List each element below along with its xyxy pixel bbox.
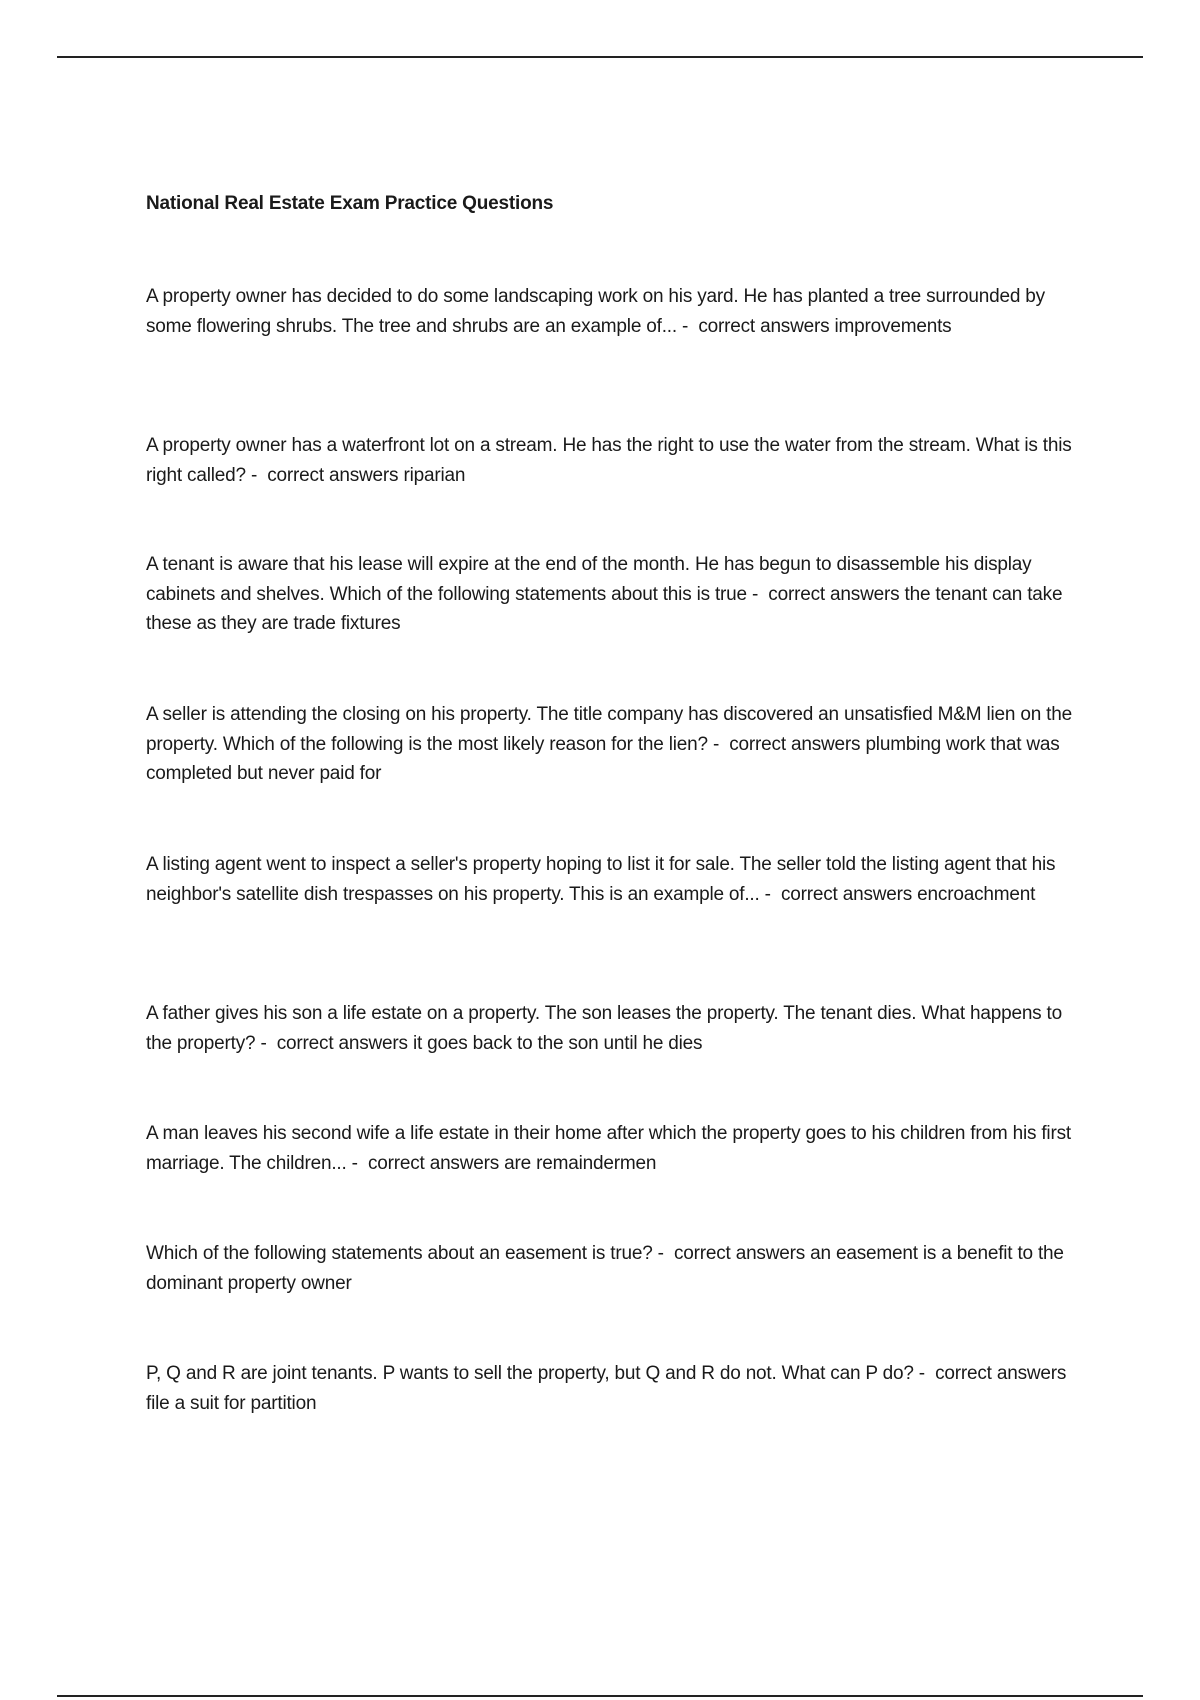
answer-prefix: correct answers: [768, 583, 900, 605]
answer-prefix: correct answers: [935, 1363, 1067, 1384]
question-text: P, Q and R are joint tenants. P wants to sell the property, but Q and R do not. What can P do?: [146, 1363, 914, 1384]
answer-text: improvements: [834, 315, 952, 337]
answer-prefix: correct answers: [780, 883, 913, 905]
qa-item-9: P, Q and R are joint tenants. P wants to sell the property, but Q and R do not. What can P do? - correct answers file a suit for partition: [146, 1363, 1067, 1414]
answer-prefix: correct answers: [673, 1243, 806, 1264]
question-text: A listing agent went to inspect a seller's property hoping to list it for sale. The seller told the listing agent that his neighbor's satellite dish trespasses on his property. This is an example of...: [146, 854, 1056, 905]
answer-text: encroachment: [917, 883, 1036, 905]
qa-item-2: A property owner has a waterfront lot on a stream. He has the right to use the water from the stream. What is this right called? - correct answers riparian: [146, 435, 1072, 486]
question-text: A seller is attending the closing on his property. The title company has discovered an unsatisfied M&M lien on the property. Which of the following is the most likely reason for the lien?: [146, 704, 1072, 755]
footer-rule: [57, 1695, 1143, 1697]
question-text: A property owner has a waterfront lot on a stream. He has the right to use the water from the stream. What is this right called?: [146, 435, 1072, 486]
qa-item-6: A father gives his son a life estate on a property. The son leases the property. The tenant dies. What happens to the property? - correct answers it goes back to the son until he dies: [146, 1003, 1063, 1054]
answer-text: an easement is a benefit to the dominant property owner: [146, 1243, 1064, 1294]
qa-item-5: A listing agent went to inspect a seller's property hoping to list it for sale. The seller told the listing agent that his neighbor's satellite dish trespasses on his property. This is an example of... - correct answers encroachment: [146, 854, 1056, 905]
qa-item-4: A seller is attending the closing on his property. The title company has discovered an unsatisfied M&M lien on the property. Which of the following is the most likely reason for the lien? - correct answers plumbing work that was completed but never paid for: [146, 704, 1072, 784]
answer-prefix: correct answers: [267, 464, 399, 486]
answer-text: it goes back to the son until he dies: [412, 1032, 703, 1054]
question-text: A tenant is aware that his lease will expire at the end of the month. He has begun to disassemble his display cabinets and shelves. Which of the following statements about this is true: [146, 554, 1032, 605]
answer-text: file a suit for partition: [146, 1392, 317, 1414]
answer-prefix: correct answers: [276, 1032, 408, 1054]
answer-prefix: correct answers: [729, 733, 861, 755]
answer-text: riparian: [403, 464, 466, 486]
qa-item-1: A property owner has decided to do some landscaping work on his yard. He has planted a tree surrounded by some flowering shrubs. The tree and shrubs are an example of... - correct answers improvements: [146, 286, 1045, 337]
question-text: Which of the following statements about an easement is true?: [146, 1243, 653, 1264]
document-title: National Real Estate Exam Practice Questions: [146, 193, 554, 214]
qa-item-3: A tenant is aware that his lease will expire at the end of the month. He has begun to disassemble his display cabinets and shelves. Which of the following statements about this is true - correct answers the tenant can take these as they are trade fixtures: [146, 554, 1063, 634]
question-text: A father gives his son a life estate on a property. The son leases the property. The tenant dies. What happens to the property?: [146, 1003, 1063, 1054]
header-rule: [57, 56, 1143, 58]
question-text: A property owner has decided to do some landscaping work on his yard. He has planted a tree surrounded by some flowering shrubs. The tree and shrubs are an example of...: [146, 286, 1045, 337]
question-text: A man leaves his second wife a life estate in their home after which the property goes to his children from his first marriage. The children...: [146, 1123, 1071, 1174]
answer-text: plumbing work that was completed but never paid for: [146, 733, 1060, 784]
answer-prefix: correct answers: [698, 315, 830, 337]
answer-text: are remaindermen: [504, 1152, 657, 1174]
qa-item-8: Which of the following statements about an easement is true? - correct answers an easement is a benefit to the dominant property owner: [146, 1243, 1064, 1294]
answer-text: the tenant can take these as they are trade fixtures: [146, 583, 1063, 634]
qa-item-7: A man leaves his second wife a life estate in their home after which the property goes to his children from his first marriage. The children... - correct answers are remaindermen: [146, 1123, 1071, 1174]
answer-prefix: correct answers: [367, 1152, 500, 1174]
